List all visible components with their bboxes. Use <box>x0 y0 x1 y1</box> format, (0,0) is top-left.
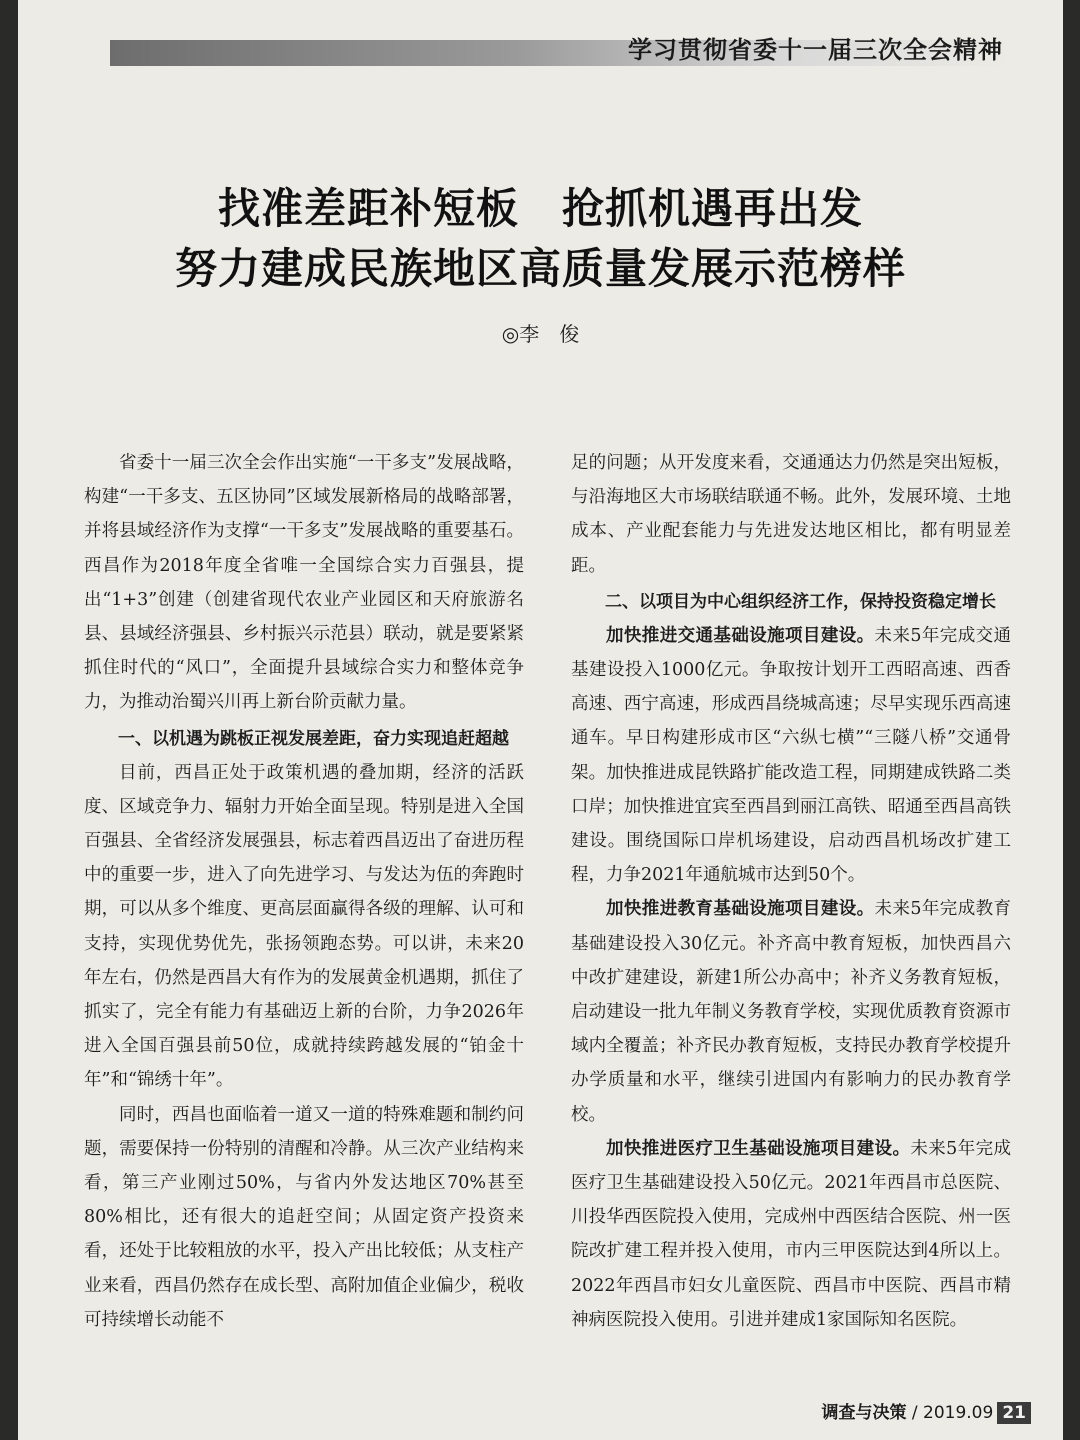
education-body: 未来5年完成教育基础建设投入30亿元。补齐高中教育短板，加快西昌六中改扩建建设，新建1所公办高中；补齐义务教育短板，启动建设一批九年制义务教育学校，实现优质教育资源市域内全覆盖；补齐民办教育短板，支持民办教育学校提升办学质量和水平，继续引进国内有影响力的民办教育学校。 <box>571 899 1011 1125</box>
article-author: ◎李 俊 <box>501 322 580 346</box>
page-number: 21 <box>997 1402 1031 1424</box>
section-header-title: 学习贯彻省委十一届三次全会精神 <box>628 36 1003 64</box>
transport-body: 未来5年完成交通基建设投入1000亿元。争取按计划开工西昭高速、西香高速、西宁高速，形成西昌绕城高速；尽早实现乐西高速通车。早日构建形成市区“六纵七横”“三隧八桥”交通骨架。加快推进成昆铁路扩能改造工程，同期建成铁路二类口岸；加快推进宜宾至西昌到丽江高铁、昭通至西昌高铁建设。围绕国际口岸机场建设，启动西昌机场改扩建工程，力争2021年通航城市达到50个。 <box>571 625 1011 886</box>
challenges-paragraph: 同时，西昌也面临着一道又一道的特殊难题和制约问题，需要保持一份特别的清醒和冷静。从三次产业结构来看，第三产业刚过50%，与省内外发达地区70%甚至80%相比，还有很大的追赶空间；从固定资产投资来看，还处于比较粗放的水平，投入产出比较低；从支柱产业来看，西昌仍然存在成长型、高附加值企业偏少，税收可持续增长动能不 <box>84 1104 524 1330</box>
issue-number: / 2019.09 <box>906 1403 994 1423</box>
intro-paragraph: 省委十一届三次全会作出实施“一干多支”发展战略，构建“一干多支、五区协同”区域发展新格局的战略部署，并将县域经济作为支撑“一干多支”发展战略的重要基石。西昌作为2018年度全省唯一全国综合实力百强县，提出“1+3”创建（创建省现代农业产业园区和天府旅游名县、县域经济强县、乡村振兴示范县）联动，就是要紧紧抓住时代的“风口”，全面提升县域综合实力和整体竞争力，为推动治蜀兴川再上新台阶贡献力量。 <box>84 453 524 713</box>
article-title-line-1: 找准差距补短板 抢抓机遇再出发 <box>217 184 863 233</box>
left-text-column <box>84 446 524 1337</box>
transport-paragraph <box>571 619 1011 893</box>
healthcare-body: 未来5年完成医疗卫生基础建设投入50亿元。2021年西昌市总医院、川投华西医院投入使用，完成州中西医结合医院、州一医院改扩建工程并投入使用，市内三甲医院达到4所以上。2022年西昌市妇女儿童医院、西昌市中医院、西昌市精神病医院投入使用。引进并建成1家国际知名医院。 <box>571 1138 1012 1330</box>
page-footer <box>821 1398 1031 1424</box>
healthcare-lead: 加快推进医疗卫生基础设施项目建设。 <box>606 1138 911 1159</box>
section-heading-2: 二、以项目为中心组织经济工作，保持投资稳定增长 <box>605 591 996 612</box>
section-heading-1: 一、以机遇为跳板正视发展差距，奋力实现追赶超越 <box>118 728 509 749</box>
challenges-continued-paragraph: 足的问题；从开发度来看，交通通达力仍然是突出短板，与沿海地区大市场联结联通不畅。此外，发展环境、土地成本、产业配套能力与先进发达地区相比，都有明显差距。 <box>571 453 1011 576</box>
healthcare-paragraph <box>571 1132 1011 1337</box>
transport-lead: 加快推进交通基础设施项目建设。 <box>606 625 875 646</box>
magazine-page <box>18 0 1063 1440</box>
opportunity-paragraph: 目前，西昌正处于政策机遇的叠加期，经济的活跃度、区域竞争力、辐射力开始全面呈现。特别是进入全国百强县、全省经济发展强县，标志着西昌迈出了奋进历程中的重要一步，进入了向先进学习、与发达为伍的奔跑时期，可以从多个维度、更高层面赢得各级的理解、认可和支持，实现优势优先，张扬领跑态势。可以讲，未来20年左右，仍然是西昌大有作为的发展黄金机遇期，抓住了抓实了，完全有能力有基础迈上新的台阶，力争2026年进入全国百强县前50位，成就持续跨越发展的“铂金十年”和“锦绣十年”。 <box>84 762 524 1091</box>
journal-name: 调查与决策 <box>821 1403 907 1423</box>
article-title-line-2: 努力建成民族地区高质量发展示范榜样 <box>174 244 906 293</box>
education-lead: 加快推进教育基础设施项目建设。 <box>606 899 875 920</box>
education-paragraph <box>571 892 1011 1131</box>
right-text-column <box>571 446 1011 1337</box>
